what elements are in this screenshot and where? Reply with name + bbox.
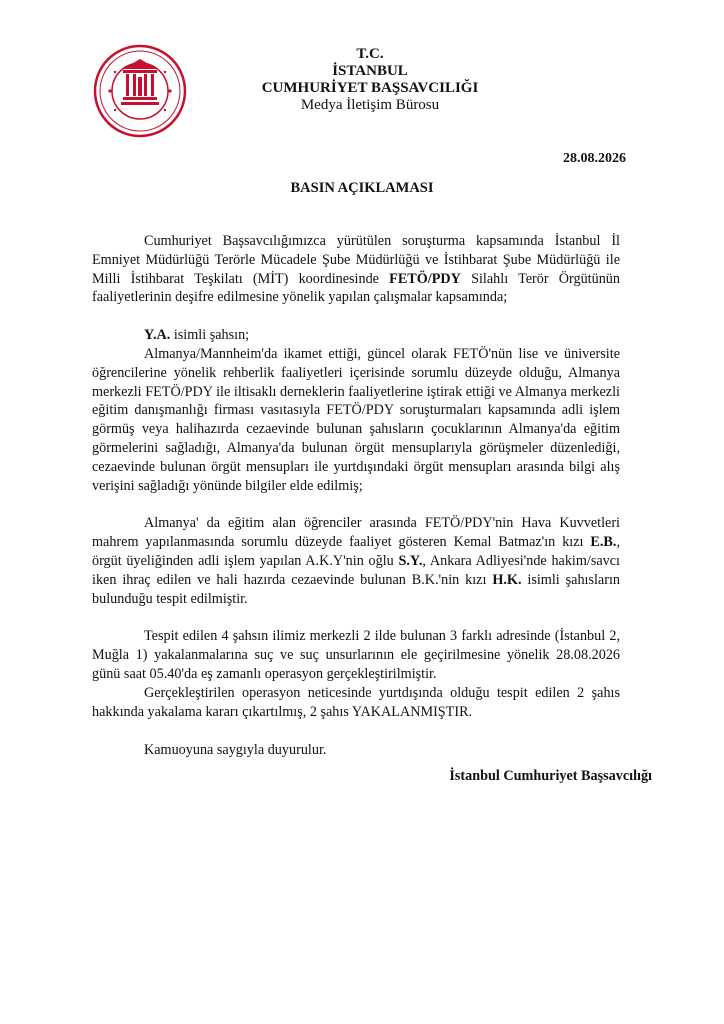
others-name-hk: H.K. (492, 571, 522, 588)
intro-paragraph (92, 232, 620, 307)
person1-name-suffix: isimli şahsın; (170, 327, 250, 344)
letterhead-line-office: CUMHURİYET BAŞSAVCILIĞI (261, 80, 479, 96)
letterhead-line-tc: T.C. (356, 46, 384, 62)
person1-paragraph: Almanya/Mannheim'da ikamet ettiği, güncel olarak FETÖ'nün lise ve üniversite öğrencilerine yönelik rehberlik faaliyetleri içerisinde sorumlu düzeyde olduğu, Almanya merkezli FETÖ/PDY ile iltisaklı derneklerin faaliyetlerine iştirak ettiği ve Almanya merkezli eğitim danışmanlığı firması vasıtasıyla FETÖ/PDY soruşturmaları kapsamında adli işlem görmüş veya halihazırda cezaevinde bulunan şahısların çocuklarının Almanya'da eğitim görmelerini sağladığı, Almanya'da bulunan örgüt mensuplarıyla görüşmeler düzenlediği, cezaevinde bulunan örgüt mensupları ile yurtdışındaki örgüt mensupları arasında bilgi alış verişini sağladığı yönünde bilgiler elde edilmiş; (92, 345, 620, 494)
others-text-2: , örgüt üyeliğinden adli işlem yapılan A.K.Y'nin oğlu (92, 534, 620, 569)
person1-heading (92, 326, 620, 345)
result-paragraph: Gerçekleştirilen operasyon neticesinde yurtdışında olduğu tespit edilen 2 şahıs hakkında yakalama kararı çıkartılmış, 2 şahıs YAKALANMIŞTIR. (92, 684, 620, 720)
others-name-eb: E.B. (590, 534, 617, 551)
others-text-3: , Ankara Adliyesi'nde hakim/savcı iken ihraç edilen ve hali hazırda cezaevinde bulunan B.K.'nin kızı (92, 552, 621, 588)
operation-paragraph: Tespit edilen 4 şahsın ilimiz merkezli 2 ilde bulunan 3 farklı adresinde (İstanbul 2, Muğla 1) yakalanmalarına suç ve suç unsurlarının ele geçirilmesine yönelik 28.08.2026 günü saat 05.40'da eş zamanlı operasyon gerçekleştirilmiştir. (92, 628, 620, 682)
document-title: BASIN AÇIKLAMASI (290, 180, 434, 196)
letterhead (200, 46, 540, 114)
prosecutor-office-seal-logo (93, 44, 187, 138)
others-text-4: isimli şahısların bulunduğu tespit edilmiştir. (92, 571, 620, 607)
others-paragraph (92, 514, 620, 608)
document-date: 28.08.2026 (563, 151, 626, 166)
closing-paragraph: Kamuoyuna saygıyla duyurulur. (144, 742, 327, 759)
others-text-1: Almanya' da eğitim alan öğrenciler arasında FETÖ/PDY'nin Hava Kuvvetleri mahrem yapılanmasında sorumlu düzeyde faaliyet gösteren Kemal Batmaz'ın kızı (92, 515, 620, 551)
letterhead-line-bureau: Medya İletişim Bürosu (300, 97, 440, 113)
letterhead-line-city: İSTANBUL (332, 63, 408, 79)
intro-bold-org: FETÖ/PDY (389, 270, 461, 287)
signature: İstanbul Cumhuriyet Başsavcılığı (449, 768, 652, 784)
document-body (92, 232, 620, 760)
person1-name: Y.A. (144, 327, 171, 344)
intro-text-1: Cumhuriyet Başsavcılığımızca yürütülen soruşturma kapsamında İstanbul İl Emniyet Müdürlüğü Terörle Mücadele Şube Müdürlüğü ve İstihbarat Şube Müdürlüğü ile Milli İstihbarat Teşkilatı (MİT) koordinesinde (92, 233, 620, 287)
intro-text-2: Silahlı Terör Örgütünün faaliyetlerinin deşifre edilmesine yönelik yapılan çalışmalar kapsamında; (92, 270, 620, 306)
others-name-sy: S.Y. (398, 552, 423, 569)
